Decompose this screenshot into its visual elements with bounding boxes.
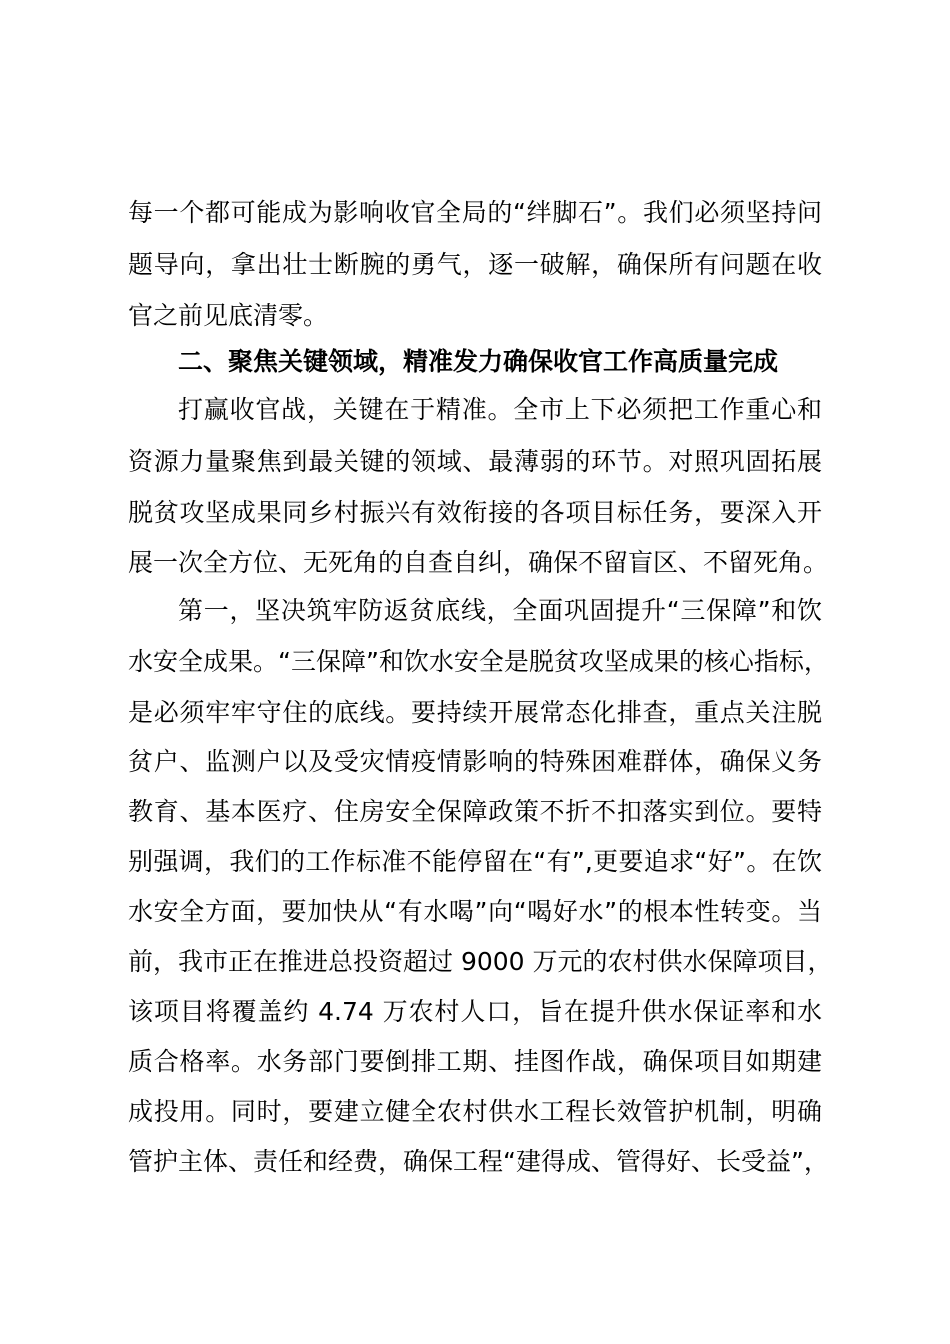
section-heading: 二、聚焦关键领域，精准发力确保收官工作高质量完成: [178, 347, 779, 376]
text-line: 官之前见底清零。: [128, 301, 329, 330]
text-line: 该项目将覆盖约 4.74 万农村人口，旨在提升供水保证率和水: [128, 997, 822, 1026]
text-line: 每一个都可能成为影响收官全局的“绊脚石”。我们必须坚持问: [128, 198, 822, 227]
text-line: 前，我市正在推进总投资超过 9000 万元的农村供水保障项目，: [128, 947, 833, 976]
text-line: 水安全方面，要加快从“有水喝”向“喝好水”的根本性转变。当: [128, 897, 822, 926]
text-line: 资源力量聚焦到最关键的领域、最薄弱的环节。对照巩固拓展: [128, 447, 822, 476]
text-line: 别强调，我们的工作标准不能停留在“有”,更要追求“好”。在饮: [128, 847, 822, 876]
text-line: 贫户、监测户以及受灾情疫情影响的特殊困难群体，确保义务: [128, 747, 822, 776]
text-line: 脱贫攻坚成果同乡村振兴有效衔接的各项目标任务，要深入开: [128, 498, 822, 527]
text-line: 题导向，拿出壮士断腕的勇气，逐一破解，确保所有问题在收: [128, 250, 822, 279]
text-line: 展一次全方位、无死角的自查自纠，确保不留盲区、不留死角。: [128, 548, 829, 577]
text-line: 水安全成果。“三保障”和饮水安全是脱贫攻坚成果的核心指标，: [128, 647, 829, 676]
text-line: 管护主体、责任和经费，确保工程“建得成、管得好、长受益”，: [128, 1147, 829, 1176]
text-line: 成投用。同时，要建立健全农村供水工程长效管护机制，明确: [128, 1097, 822, 1126]
text-line: 打赢收官战，关键在于精准。全市上下必须把工作重心和: [178, 395, 822, 424]
text-line: 质合格率。水务部门要倒排工期、挂图作战，确保项目如期建: [128, 1047, 822, 1076]
text-line: 是必须牢牢守住的底线。要持续开展常态化排查，重点关注脱: [128, 698, 822, 727]
text-line: 教育、基本医疗、住房安全保障政策不折不扣落实到位。要特: [128, 797, 822, 826]
text-line: 第一，坚决筑牢防返贫底线，全面巩固提升“三保障”和饮: [178, 596, 822, 625]
